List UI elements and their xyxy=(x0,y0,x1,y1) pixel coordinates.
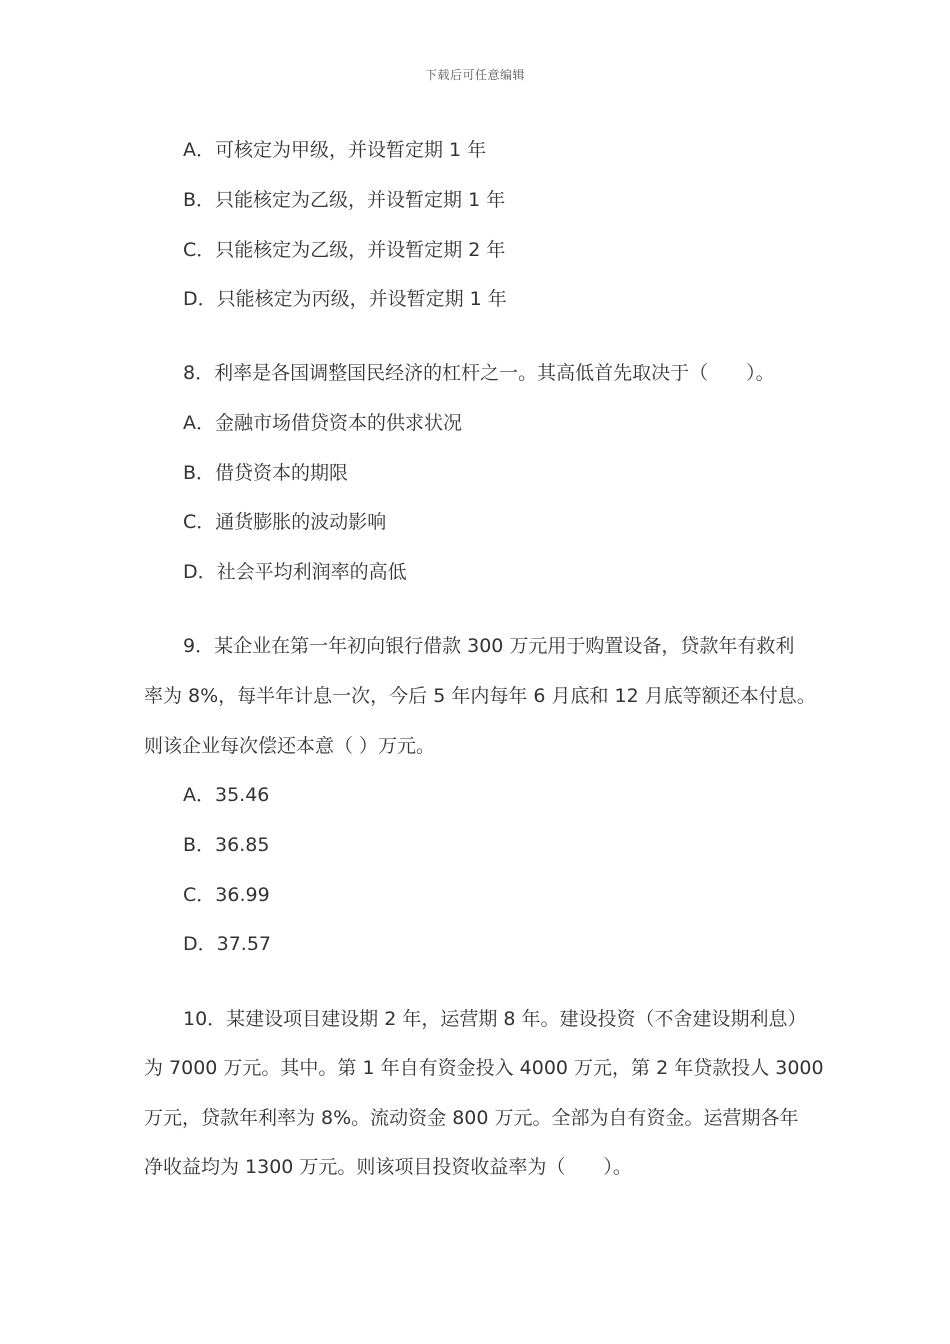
page-header: 下载后可任意编辑 xyxy=(424,68,525,82)
q9-option-b: B．36.85 xyxy=(183,834,270,856)
q9-stem-line-1: 9．某企业在第一年初向银行借款 300 万元用于购置设备，贷款年有救利 xyxy=(183,635,795,657)
q8-option-c: C．通货膨胀的波动影响 xyxy=(183,511,387,533)
q7-option-d: D．只能核定为丙级，并设暂定期 1 年 xyxy=(183,288,507,310)
q8-option-b: B．借贷资本的期限 xyxy=(183,462,349,484)
q9-option-c: C．36.99 xyxy=(183,884,270,906)
q10-stem-line-4: 净收益均为 1300 万元。则该项目投资收益率为（ ）。 xyxy=(144,1156,632,1178)
q10-stem-line-1: 10．某建设项目建设期 2 年，运营期 8 年。建设投资（不舍建设期利息） xyxy=(183,1008,807,1030)
q9-option-a: A．35.46 xyxy=(183,784,270,806)
q9-stem-line-3: 则该企业每次偿还本意（ ）万元。 xyxy=(144,735,436,757)
q10-stem-line-3: 万元，贷款年利率为 8%。流动资金 800 万元。全部为自有资金。运营期各年 xyxy=(144,1107,799,1129)
q7-option-c: C．只能核定为乙级，并设暂定期 2 年 xyxy=(183,239,506,261)
q8-option-a: A．金融市场借贷资本的供求状况 xyxy=(183,412,462,434)
q8-stem: 8．利率是各国调整国民经济的杠杆之一。其高低首先取决于（ ）。 xyxy=(183,362,775,384)
q7-option-b: B．只能核定为乙级，并设暂定期 1 年 xyxy=(183,189,506,211)
q8-option-d: D．社会平均利润率的高低 xyxy=(183,561,407,583)
q10-stem-line-2: 为 7000 万元。其中。第 1 年自有资金投入 4000 万元，第 2 年贷款投人 3000 xyxy=(144,1057,824,1079)
q9-option-d: D．37.57 xyxy=(183,933,272,955)
q9-stem-line-2: 率为 8%，每半年计息一次，今后 5 年内每年 6 月底和 12 月底等额还本付息。 xyxy=(144,685,816,707)
q7-option-a: A．可核定为甲级，并设暂定期 1 年 xyxy=(183,139,487,161)
